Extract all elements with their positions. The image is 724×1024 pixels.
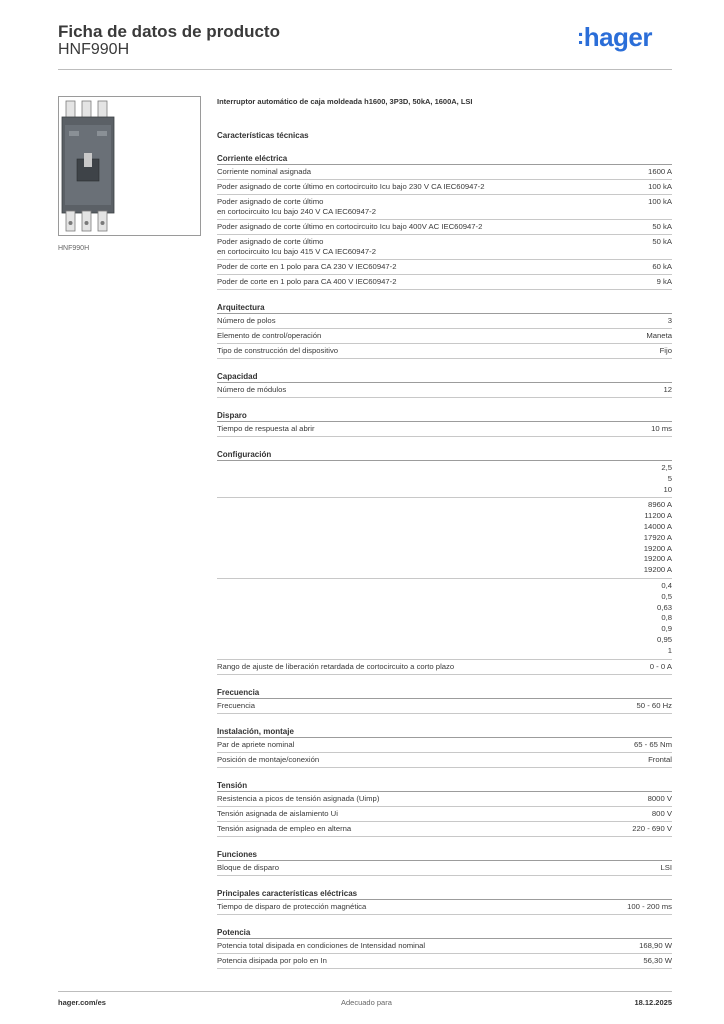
- characteristics-title: Características técnicas: [217, 131, 309, 140]
- spec-label: Tensión asignada de aislamiento Ui: [217, 808, 338, 818]
- spec-row: [217, 738, 672, 753]
- spec-section: [217, 726, 672, 768]
- spec-label: Tipo de construcción del dispositivo: [217, 346, 339, 355]
- spec-row: [217, 180, 672, 195]
- spec-content: [217, 96, 672, 969]
- spec-row: [217, 900, 672, 915]
- spec-label: [217, 581, 657, 657]
- spec-value: 0 - 0 A: [649, 661, 672, 671]
- spec-row: [217, 461, 672, 498]
- section-title: Principales características eléctricas: [217, 888, 672, 900]
- spec-row: [217, 660, 672, 675]
- spec-section: [217, 849, 672, 876]
- spec-section: [217, 302, 672, 359]
- spec-section: [217, 371, 672, 398]
- spec-label: Poder asignado de corte último en cortocircuito Icu bajo 415 V CA IEC60947-2: [217, 237, 376, 256]
- spec-row: [217, 329, 672, 344]
- spec-label: Poder asignado de corte último en cortocircuito Icu bajo 230 V CA IEC60947-2: [217, 182, 485, 191]
- spec-value: 19200 A: [643, 543, 672, 553]
- spec-label: Rango de ajuste de liberación retardada de cortocircuito a corto plazo: [217, 661, 455, 671]
- footer-date: 18.12.2025: [634, 998, 672, 1007]
- spec-value: 1: [667, 645, 672, 655]
- spec-label: [217, 500, 644, 576]
- spec-label: Potencia total disipada en condiciones de Intensidad nominal: [217, 940, 426, 950]
- spec-label: Poder de corte en 1 polo para CA 400 V IEC60947-2: [217, 277, 397, 286]
- spec-label: [217, 463, 661, 495]
- spec-label: Tensión asignada de empleo en alterna: [217, 823, 352, 833]
- spec-label: Elemento de control/operación: [217, 331, 322, 340]
- section-title: Arquitectura: [217, 302, 672, 314]
- spec-value: 8000 V: [647, 793, 672, 803]
- spec-row: [217, 235, 672, 260]
- spec-label: Posición de montaje/conexión: [217, 754, 320, 764]
- spec-value: 0,5: [661, 591, 672, 601]
- spec-value: 14000 A: [643, 521, 672, 531]
- spec-label: Tiempo de disparo de protección magnética: [217, 901, 367, 911]
- hager-logo[interactable]: :hager: [576, 22, 652, 52]
- image-caption: HNF990H: [58, 245, 90, 252]
- spec-value: Maneta: [646, 331, 672, 340]
- spec-label: Bloque de disparo: [217, 862, 279, 872]
- spec-value: 65 - 65 Nm: [633, 739, 672, 749]
- spec-value: 0,63: [657, 602, 672, 612]
- spec-value: 10: [663, 484, 672, 494]
- spec-row: [217, 275, 672, 290]
- spec-value: 0,95: [657, 634, 672, 644]
- spec-value: 2,5: [661, 463, 672, 472]
- spec-value: LSI: [660, 862, 672, 872]
- spec-value: 12: [663, 385, 672, 394]
- spec-value: Frontal: [648, 754, 672, 764]
- spec-label: Frecuencia: [217, 700, 256, 710]
- spec-row: [217, 807, 672, 822]
- product-reference: HNF990H: [58, 41, 130, 58]
- spec-section: [217, 888, 672, 915]
- spec-value: 100 kA: [648, 182, 672, 191]
- spec-row: [217, 822, 672, 837]
- spec-value-list: [661, 463, 672, 495]
- spec-value: 19200 A: [643, 554, 672, 564]
- spec-row: [217, 792, 672, 807]
- spec-value: 11200 A: [644, 511, 672, 521]
- spec-value: 60 kA: [652, 262, 672, 271]
- spec-label: Resistencia a picos de tensión asignada (Uimp): [217, 793, 380, 803]
- spec-value: 10 ms: [651, 424, 672, 433]
- spec-row: [217, 260, 672, 275]
- spec-value: 100 kA: [648, 197, 672, 206]
- spec-label: Poder asignado de corte último en cortocircuito Icu bajo 240 V CA IEC60947-2: [217, 197, 376, 216]
- section-title: Capacidad: [217, 371, 672, 383]
- page-header: [58, 22, 672, 70]
- product-description: Interruptor automático de caja moldeada h1600, 3P3D, 50kA, 1600A, LSI: [217, 97, 473, 106]
- spec-section: [217, 927, 672, 969]
- spec-row: [217, 699, 672, 714]
- section-title: Instalación, montaje: [217, 726, 672, 738]
- page-title: Ficha de datos de producto: [58, 22, 280, 41]
- spec-section: [217, 780, 672, 837]
- spec-value: 168,90 W: [639, 940, 672, 950]
- spec-section: [217, 410, 672, 437]
- spec-row: [217, 195, 672, 220]
- spec-row: [217, 954, 672, 969]
- spec-value-list: [657, 581, 672, 657]
- spec-value: 56,30 W: [643, 955, 672, 965]
- section-title: Funciones: [217, 849, 672, 861]
- spec-label: Potencia disipada por polo en In: [217, 955, 327, 965]
- spec-value: 1600 A: [648, 167, 672, 176]
- spec-value: 50 kA: [652, 237, 672, 246]
- spec-value: 0,4: [661, 580, 672, 590]
- spec-value: 800 V: [651, 808, 672, 818]
- product-image: [58, 96, 201, 236]
- spec-section: [217, 449, 672, 675]
- section-title: Potencia: [217, 927, 672, 939]
- spec-value: 3: [667, 316, 672, 325]
- spec-label: Par de apriete nominal: [217, 739, 295, 749]
- spec-section: [217, 153, 672, 290]
- spec-label: Corriente nominal asignada: [217, 167, 312, 176]
- footer-divider: [58, 991, 672, 992]
- spec-sections: [217, 153, 672, 969]
- spec-value: 5: [667, 473, 672, 483]
- spec-label: Número de módulos: [217, 385, 287, 394]
- page-footer: [58, 998, 672, 1010]
- spec-row: [217, 165, 672, 180]
- spec-label: Poder asignado de corte último en cortocircuito Icu bajo 400V AC IEC60947-2: [217, 222, 483, 231]
- spec-row: [217, 344, 672, 359]
- spec-value: 220 - 690 V: [632, 823, 672, 833]
- spec-row: [217, 422, 672, 437]
- spec-value: 0,9: [661, 624, 672, 634]
- spec-row: [217, 939, 672, 954]
- section-title: Configuración: [217, 449, 672, 461]
- section-title: Tensión: [217, 780, 672, 792]
- spec-label: Número de polos: [217, 316, 276, 325]
- spec-row: [217, 753, 672, 768]
- spec-row: [217, 383, 672, 398]
- footer-suitable-for: Adecuado para: [341, 998, 392, 1007]
- spec-row: [217, 579, 672, 660]
- spec-value: 100 - 200 ms: [627, 901, 672, 911]
- spec-value: Fijo: [659, 346, 672, 355]
- spec-value: 17920 A: [643, 532, 672, 542]
- footer-website-link[interactable]: hager.com/es: [58, 998, 106, 1007]
- section-title: Disparo: [217, 410, 672, 422]
- spec-row: [217, 220, 672, 235]
- spec-row: [217, 861, 672, 876]
- spec-value: 50 - 60 Hz: [636, 700, 672, 710]
- circuit-breaker-icon: [59, 97, 200, 235]
- spec-value: 19200 A: [643, 565, 672, 575]
- spec-label: Tiempo de respuesta al abrir: [217, 424, 315, 433]
- section-title: Corriente eléctrica: [217, 153, 672, 165]
- spec-value-list: [644, 500, 672, 576]
- spec-section: [217, 687, 672, 714]
- spec-row: [217, 498, 672, 579]
- spec-value: 50 kA: [652, 222, 672, 231]
- spec-label: Poder de corte en 1 polo para CA 230 V IEC60947-2: [217, 262, 397, 271]
- spec-row: [217, 314, 672, 329]
- section-title: Frecuencia: [217, 687, 672, 699]
- spec-value: 9 kA: [656, 277, 672, 286]
- spec-value: 0,8: [661, 613, 672, 623]
- header-divider: [58, 69, 672, 70]
- spec-value: 8960 A: [648, 500, 672, 510]
